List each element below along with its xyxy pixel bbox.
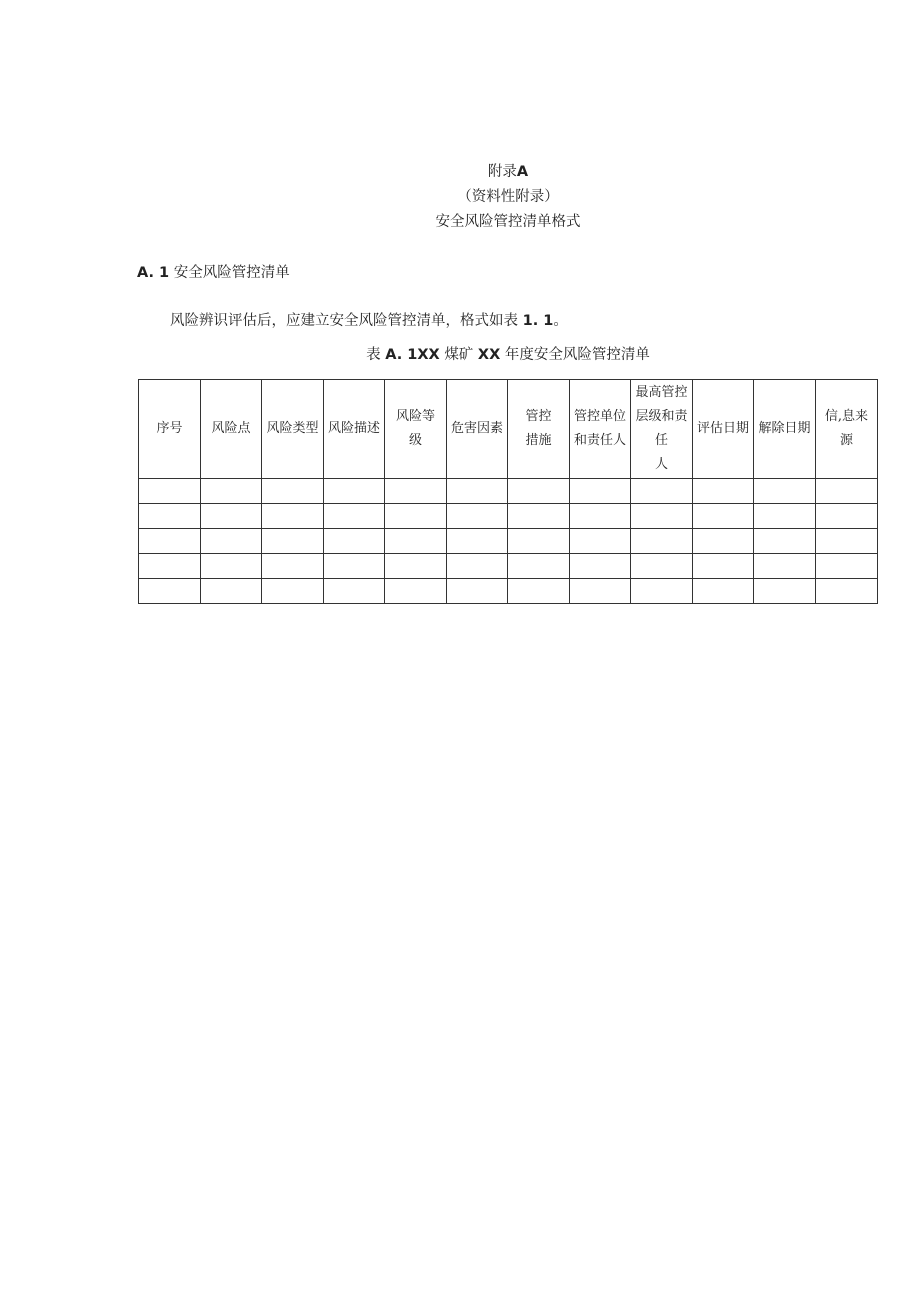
table-cell[interactable] (693, 579, 754, 604)
table-cell[interactable] (385, 529, 447, 554)
header-cell-line: 管控单位 (573, 409, 626, 424)
table-row (139, 504, 878, 529)
table-cell[interactable] (447, 554, 508, 579)
body-paragraph (170, 309, 568, 330)
table-cell[interactable] (754, 504, 816, 529)
table-cell[interactable] (447, 529, 508, 554)
caption-suffix: 年度安全风险管控清单 (504, 347, 650, 363)
appendix-nature: （资料性附录） (457, 189, 559, 205)
table-cell[interactable] (139, 554, 201, 579)
table-cell[interactable] (139, 579, 201, 604)
header-cell-line: 层级和责 (635, 409, 688, 424)
table-cell[interactable] (631, 554, 693, 579)
table-cell[interactable] (262, 579, 324, 604)
header-cell-line: 风险点 (211, 421, 251, 436)
table-cell[interactable] (139, 529, 201, 554)
table-cell[interactable] (385, 554, 447, 579)
table-cell[interactable] (262, 504, 324, 529)
table-cell[interactable] (324, 479, 385, 504)
table-cell[interactable] (324, 504, 385, 529)
table-cell[interactable] (262, 554, 324, 579)
table-row (139, 579, 878, 604)
table-cell[interactable] (324, 554, 385, 579)
table-cell[interactable] (631, 529, 693, 554)
table-caption (0, 343, 920, 364)
caption-code: A. 1XX (385, 347, 440, 363)
table-row (139, 479, 878, 504)
header-cell (139, 380, 201, 479)
table-cell[interactable] (570, 529, 631, 554)
table-cell[interactable] (570, 554, 631, 579)
table-cell[interactable] (508, 579, 570, 604)
table-cell[interactable] (385, 479, 447, 504)
table-cell[interactable] (262, 479, 324, 504)
header-cell-line: 措施 (525, 433, 552, 448)
header-cell-line: 风险等 (395, 409, 435, 424)
table-cell[interactable] (324, 529, 385, 554)
table-cell[interactable] (201, 479, 262, 504)
table-cell[interactable] (201, 554, 262, 579)
header-cell-line: 评估日期 (696, 421, 749, 436)
table-cell[interactable] (570, 479, 631, 504)
table-body (139, 479, 878, 604)
header-cell-line: 任 (654, 433, 668, 448)
table-row (139, 554, 878, 579)
table-cell[interactable] (816, 579, 878, 604)
header-cell-line: 解除日期 (758, 421, 811, 436)
header-cell (447, 380, 508, 479)
table-cell[interactable] (754, 479, 816, 504)
table-cell[interactable] (631, 504, 693, 529)
header-cell (385, 380, 447, 479)
risk-control-table (138, 379, 878, 604)
paragraph-end: 。 (553, 313, 568, 329)
table-cell[interactable] (754, 579, 816, 604)
section-title: 安全风险管控清单 (173, 265, 290, 281)
header-cell-line: 危害因素 (450, 421, 503, 436)
section-heading (137, 261, 290, 282)
table-cell[interactable] (324, 579, 385, 604)
table-cell[interactable] (508, 504, 570, 529)
header-cell-line: 级 (408, 433, 422, 448)
table-cell[interactable] (754, 529, 816, 554)
header-cell (262, 380, 324, 479)
paragraph-text: 风险辨识评估后，应建立安全风险管控清单，格式如表 (170, 313, 518, 329)
header-cell-line: 源 (839, 433, 853, 448)
table-cell[interactable] (631, 579, 693, 604)
appendix-heading (0, 160, 920, 181)
table-cell[interactable] (447, 504, 508, 529)
table-cell[interactable] (385, 579, 447, 604)
header-cell-line: 风险描述 (327, 421, 380, 436)
table-cell[interactable] (508, 529, 570, 554)
table-cell[interactable] (693, 479, 754, 504)
table-cell[interactable] (693, 529, 754, 554)
paragraph-table-ref: 1. 1 (522, 313, 554, 329)
header-cell (754, 380, 816, 479)
appendix-title: 安全风险管控清单格式 (435, 214, 581, 230)
header-cell-line: 风险类型 (266, 421, 319, 436)
table-cell[interactable] (570, 504, 631, 529)
table-cell[interactable] (201, 529, 262, 554)
header-cell (570, 380, 631, 479)
table-cell[interactable] (816, 504, 878, 529)
appendix-letter: A (516, 164, 529, 180)
header-cell-line: 序号 (156, 421, 183, 436)
table-cell[interactable] (385, 504, 447, 529)
table-cell[interactable] (693, 504, 754, 529)
header-cell-line: 管控 (525, 409, 552, 424)
table-cell[interactable] (816, 529, 878, 554)
table-cell[interactable] (631, 479, 693, 504)
appendix-label: 附录 (487, 164, 517, 180)
table-cell[interactable] (139, 504, 201, 529)
table-cell[interactable] (262, 529, 324, 554)
table-cell[interactable] (693, 554, 754, 579)
header-cell-line: 和责任人 (573, 433, 626, 448)
table-cell[interactable] (754, 554, 816, 579)
caption-prefix: 表 (366, 347, 381, 363)
table-cell[interactable] (201, 579, 262, 604)
table-cell[interactable] (447, 579, 508, 604)
section-number: A. 1 (137, 265, 170, 281)
table-cell[interactable] (508, 479, 570, 504)
header-cell (816, 380, 878, 479)
header-cell (693, 380, 754, 479)
table-cell[interactable] (139, 479, 201, 504)
header-cell (508, 380, 570, 479)
header-cell (201, 380, 262, 479)
table-row (139, 529, 878, 554)
header-cell-line: 人 (654, 457, 668, 472)
caption-code2: XX (477, 347, 501, 363)
header-cell (631, 380, 693, 479)
table-cell[interactable] (570, 579, 631, 604)
table-cell[interactable] (508, 554, 570, 579)
table-header-row (139, 380, 878, 479)
header-cell-line: 信,息来 (824, 409, 869, 424)
table-cell[interactable] (816, 554, 878, 579)
header-cell-line: 最高管控 (635, 385, 688, 400)
table-cell[interactable] (816, 479, 878, 504)
table-cell[interactable] (201, 504, 262, 529)
header-cell (324, 380, 385, 479)
caption-mid: 煤矿 (444, 347, 474, 363)
table-cell[interactable] (447, 479, 508, 504)
